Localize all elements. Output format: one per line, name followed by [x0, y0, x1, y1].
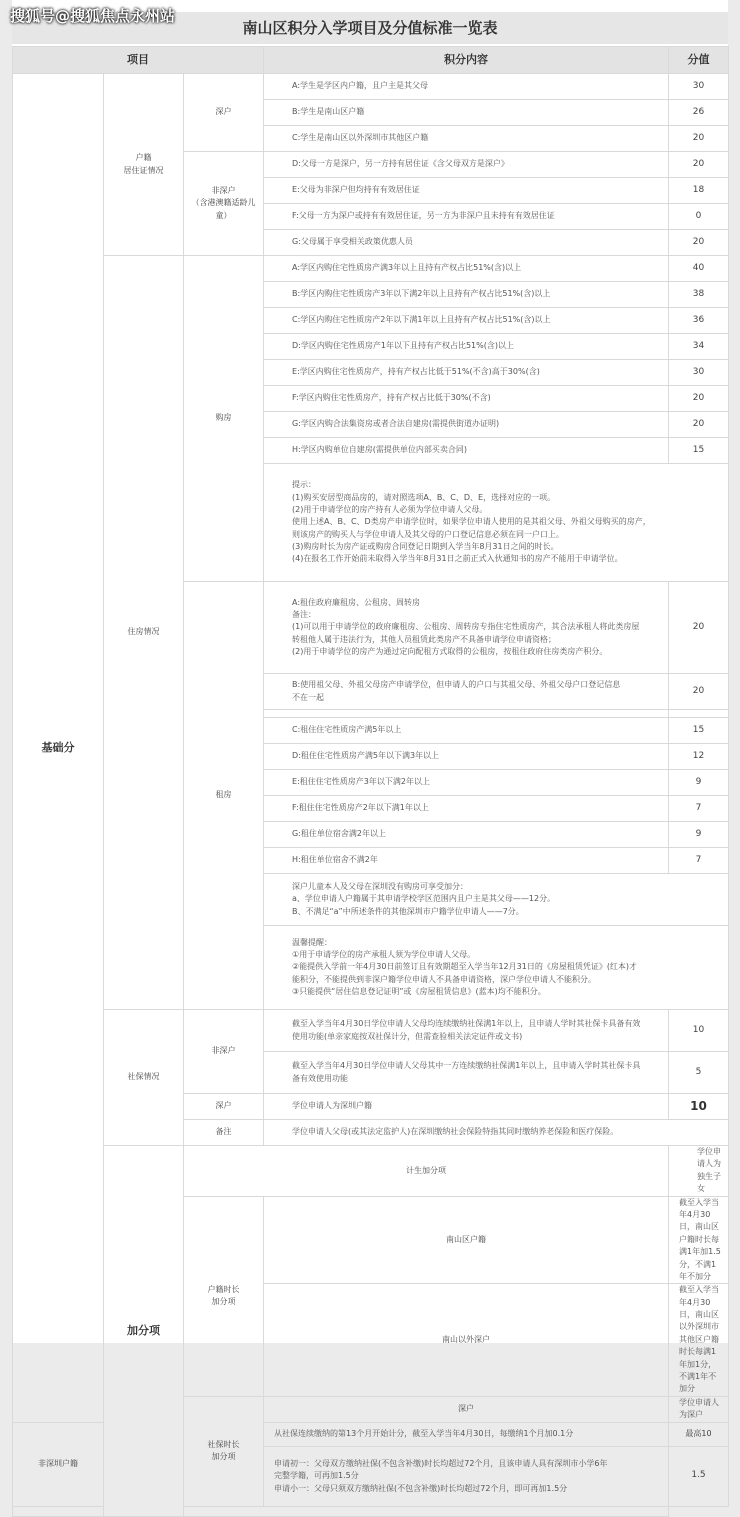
- shebao-line: 截至入学当年4月30日学位申请人父母均连续缴纳社保满1年以上，且申请人学时其社保卡具备有效: [292, 1019, 641, 1029]
- row-score: 12: [669, 744, 729, 770]
- tip-line: (4)在报名工作开始前未取得入学当年8月31日之前正式入伙通知书的房产不能用于申请学位。: [292, 554, 623, 564]
- row-text: F:学区内购住宅性质房产，持有产权占比低于30%(不含): [264, 386, 669, 412]
- hujishichang-label: 户籍时长 加分项: [184, 1196, 264, 1396]
- bonus-label: 加分项: [104, 1146, 184, 1517]
- header-row: [13, 47, 729, 74]
- shebao-r1: [264, 1010, 669, 1052]
- zufang-note1: [264, 874, 729, 926]
- shebao-line: 使用功能(单亲家庭按双社保计分，但需查验相关法定证件或文书): [292, 1031, 523, 1041]
- table-row: [13, 74, 729, 100]
- shebao-beizhu-label: 备注: [184, 1120, 264, 1146]
- row-text: 截至入学当年4月30日，南山区户籍时长每满1年加1.5分，不满1年不加分: [669, 1196, 729, 1284]
- goufang-tips: [264, 464, 729, 582]
- row-score: 20: [669, 412, 729, 438]
- row-score: 7: [669, 848, 729, 874]
- row-text: B:学生是南山区户籍: [264, 100, 669, 126]
- row-score: 9: [669, 770, 729, 796]
- row-score: 36: [669, 308, 729, 334]
- table-row-spacer: [13, 1506, 729, 1516]
- row-text: E:学区内购住宅性质房产，持有产权占比低于51%(不含)高于30%(含): [264, 360, 669, 386]
- basic-label: 基础分: [13, 74, 104, 1423]
- tip-line: 使用上述A、B、C、D类房产申请学位时，如果学位申请人使用的是其祖父母、外祖父母购买的房产，: [292, 517, 651, 527]
- row-score: 34: [669, 334, 729, 360]
- row-text: G:学区内购合法集资房或者合法自建房(需提供街道办证明): [264, 412, 669, 438]
- row-score: 20: [669, 582, 729, 674]
- zufang-a-line: A:租住政府廉租房、公租房、周转房: [292, 597, 421, 607]
- row-score: 5: [669, 1052, 729, 1094]
- row-text: D:父母一方是深户，另一方持有居住证《含父母双方是深户》: [264, 152, 669, 178]
- note-line: B、不满足“a”中所述条件的其他深圳市户籍学位申请人——7分。: [292, 906, 524, 916]
- table-row: [13, 256, 729, 282]
- note-line: 申请小一：父母只须双方缴纳社保(不包含补缴)时长均超过72个月，即可再加1.5分: [274, 1483, 568, 1493]
- row-score: 0: [669, 204, 729, 230]
- row-text: D:学区内购住宅性质房产1年以下且持有产权占比51%(含)以上: [264, 334, 669, 360]
- shebaoshichang-feishen-label: 非深圳户籍: [13, 1422, 104, 1506]
- row-text: C:学区内购住宅性质房产2年以下满1年以上且持有产权占比51%(含)以上: [264, 308, 669, 334]
- spacer-cell: [669, 710, 729, 718]
- zufang-label: 租房: [184, 582, 264, 1010]
- note-line: ②能提供入学前一年4月30日前签订且有效期超至入学当年12月31日的《房屋租赁凭证》(红本)才: [292, 962, 638, 972]
- header-score: 分值: [669, 47, 729, 74]
- row-text: B:学区内购住宅性质房产3年以下满2年以上且持有产权占比51%(含)以上: [264, 282, 669, 308]
- zufang-a-line: 备注：: [292, 609, 317, 619]
- row-text: H:租住单位宿舍不满2年: [264, 848, 669, 874]
- row-text: E:租住住宅性质房产3年以下满2年以上: [264, 770, 669, 796]
- row-text: G:租住单位宿舍满2年以上: [264, 822, 669, 848]
- row-score: 7: [669, 796, 729, 822]
- table-row: [13, 1010, 729, 1052]
- tip-line: (1)购买安居型商品房的，请对照选项A、B、C、D、E，选择对应的一项。: [292, 492, 556, 502]
- note-line: 完整学籍，可再加1.5分: [274, 1471, 359, 1481]
- shebao-label: 社保情况: [104, 1010, 184, 1146]
- row-text: 从社保连续缴纳的第13个月开始计分，截至入学当年4月30日，每缴纳1个月加0.1分: [264, 1422, 669, 1446]
- row-text: E:父母为非深户但均持有有效居住证: [264, 178, 669, 204]
- row-text: H:学区内购单位自建房(需提供单位内部买卖合同): [264, 438, 669, 464]
- spacer-cell: [13, 1506, 669, 1516]
- shebao-r2: [264, 1052, 669, 1094]
- row-score: 1.5: [669, 1446, 729, 1506]
- tip-line: 提示：: [292, 480, 317, 490]
- row-score: 20: [669, 230, 729, 256]
- watermark: 搜狐号@搜狐焦点永州站: [10, 7, 176, 25]
- row-score: 9: [669, 822, 729, 848]
- row-score: 15: [669, 438, 729, 464]
- row-text: 学位申请人为深圳户籍: [264, 1094, 669, 1120]
- zufang-b-line: B:使用祖父母、外祖父母房产申请学位，但申请人的户口与其祖父母、外祖父母户口登记信息: [292, 680, 621, 690]
- row-score: 20: [669, 126, 729, 152]
- note-line: 申请初一：父母双方缴纳社保(不包含补缴)时长均超过72个月，且该申请人具有深圳市小学6年: [274, 1458, 608, 1468]
- zufang-a-line: (1)可以用于申请学位的政府廉租房、公租房、周转房专指住宅性质房产，其合法承租人将此类房屋: [292, 622, 640, 632]
- tip-line: (2)用于申请学位的房产持有人必须为学位申请人父母。: [292, 504, 488, 514]
- row-text: 截至入学当年4月30日，南山区以外深圳市其他区户籍时长每满1年加1分，不满1年不加分: [669, 1284, 729, 1397]
- page-title: 南山区积分入学项目及分值标准一览表: [12, 12, 728, 44]
- goufang-label: 购房: [184, 256, 264, 582]
- zufang-b-line: 不在一起: [292, 692, 325, 702]
- note-line: 能积分，不能提供到非深户籍学位申请人不具备申请资格，深户学位申请人不能积分。: [292, 974, 597, 984]
- huji-feishenhu-label: 非深户 （含港澳籍适龄儿童）: [184, 152, 264, 256]
- zufang-a-line: 转租他人属于违法行为，其他人员租赁此类房产不具备申请学位申请资格；: [292, 634, 557, 644]
- row-score: 30: [669, 74, 729, 100]
- row-text: 学位申请人为深户: [669, 1396, 729, 1422]
- row-text: D:租住住宅性质房产满5年以下满3年以上: [264, 744, 669, 770]
- hujishichang-sub-label: 南山以外深户: [264, 1284, 669, 1397]
- zufang-note2: [264, 926, 729, 1010]
- note-line: 温馨提醒：: [292, 937, 333, 947]
- row-text: 学位申请人父母(或其法定监护人)在深圳缴纳社会保险特指其同时缴纳养老保险和医疗保险。: [264, 1120, 729, 1146]
- shebaoshichang-label: 社保时长 加分项: [184, 1396, 264, 1506]
- note-line: ③只能提供“居住信息登记证明”或《房屋租赁信息》(蓝本)均不能积分。: [292, 987, 546, 997]
- huji-label: 户籍 居住证情况: [104, 74, 184, 256]
- row-score: 20: [669, 386, 729, 412]
- note-line: 深户儿童本人及父母在深圳没有购房可享受加分：: [292, 881, 469, 891]
- shebao-shenhu-label: 深户: [184, 1094, 264, 1120]
- huji-shenhu-label: 深户: [184, 74, 264, 152]
- tip-line: 则该房产的购买人与学位申请人及其父母的户口登记信息必须在同一户口上。: [292, 529, 565, 539]
- zufang-a: [264, 582, 669, 674]
- row-score: 10: [669, 1094, 729, 1120]
- note-line: a、学位申请人户籍属于其申请学校学区范围内且户主是其父母——12分。: [292, 894, 556, 904]
- score-table: [12, 46, 729, 1517]
- zufang-a-line: (2)用于申请学位的房产为通过定向配租方式取得的公租房，按租住政府住房类房产积分。: [292, 647, 608, 657]
- row-text: A:学区内购住宅性质房产满3年以上且持有产权占比51%(含)以上: [264, 256, 669, 282]
- row-text: C:学生是南山区以外深圳市其他区户籍: [264, 126, 669, 152]
- row-text: G:父母属于享受相关政策优惠人员: [264, 230, 669, 256]
- header-content: 积分内容: [264, 47, 669, 74]
- shebao-feishenhu-label: 非深户: [184, 1010, 264, 1094]
- row-text: F:租住住宅性质房产2年以下满1年以上: [264, 796, 669, 822]
- zhufang-label: 住房情况: [104, 256, 184, 1010]
- row-score: 最高10: [669, 1422, 729, 1446]
- row-score: 20: [669, 152, 729, 178]
- row-score: 26: [669, 100, 729, 126]
- table-row: [13, 1146, 729, 1197]
- tip-line: (3)购房时长为房产证或购房合同登记日期到入学当年8月31日之间的时长。: [292, 542, 559, 552]
- shebao-line: 截至入学当年4月30日学位申请人父母其中一方连续缴纳社保满1年以上，且申请入学时其社保卡具: [292, 1061, 641, 1071]
- row-score: 40: [669, 256, 729, 282]
- row-score: 10: [669, 1010, 729, 1052]
- shebao-line: 备有效使用功能: [292, 1073, 349, 1083]
- jisheng-label: 计生加分项: [184, 1146, 669, 1197]
- row-score: 30: [669, 360, 729, 386]
- shebaoshichang-r2: [264, 1446, 669, 1506]
- zufang-b: [264, 674, 669, 710]
- spacer-cell: [264, 710, 669, 718]
- row-text: 学位申请人为独生子女: [669, 1146, 729, 1197]
- row-text: A:学生是学区内户籍，且户主是其父母: [264, 74, 669, 100]
- header-item: 项目: [13, 47, 264, 74]
- hujishichang-sub-label: 南山区户籍: [264, 1196, 669, 1284]
- row-score: 38: [669, 282, 729, 308]
- shebaoshichang-shenhu-label: 深户: [264, 1396, 669, 1422]
- row-score: 20: [669, 674, 729, 710]
- row-score: 18: [669, 178, 729, 204]
- row-text: F:父母一方为深户或持有有效居住证，另一方为非深户且未持有有效居住证: [264, 204, 669, 230]
- note-line: ①用于申请学位的房产承租人须为学位申请人父母。: [292, 949, 476, 959]
- row-text: C:租住住宅性质房产满5年以上: [264, 718, 669, 744]
- row-score: 15: [669, 718, 729, 744]
